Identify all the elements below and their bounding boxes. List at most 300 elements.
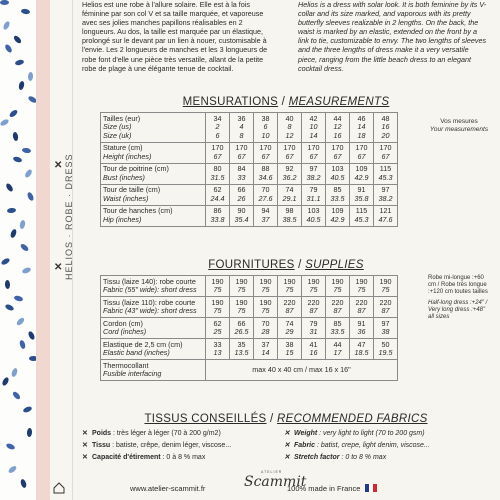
fabrics-title: TISSUS CONSEILLÉS / RECOMMENDED FABRICS bbox=[144, 413, 428, 425]
label-fr: Tour de hanches (cm) bbox=[103, 206, 173, 215]
table-cell bbox=[302, 113, 326, 143]
cell-value: 92 bbox=[285, 164, 294, 173]
table-cell bbox=[302, 297, 326, 318]
label-en: Size (uk) bbox=[103, 130, 132, 140]
table-cell bbox=[302, 318, 326, 339]
table-cell bbox=[230, 297, 254, 318]
cell-value: 48 bbox=[381, 113, 390, 123]
cell-value: 97 bbox=[381, 185, 390, 194]
cell-value: 4 bbox=[239, 122, 244, 131]
cell-value: 170 bbox=[211, 143, 224, 152]
cell-value: 29.1 bbox=[282, 193, 297, 203]
table-cell bbox=[278, 163, 302, 184]
cell-value: 42 bbox=[309, 113, 318, 123]
table-cell bbox=[374, 142, 398, 163]
table-cell bbox=[278, 142, 302, 163]
cell-value: 18.5 bbox=[354, 348, 369, 357]
cell-value: 98 bbox=[285, 206, 294, 215]
cell-value: 35 bbox=[237, 339, 246, 349]
fabric-value: : très léger à léger (70 à 200 g/m2) bbox=[111, 430, 221, 437]
note-en: Your measurements bbox=[429, 126, 489, 133]
fabrics-list-en bbox=[284, 428, 494, 464]
table-cell bbox=[374, 297, 398, 318]
cell-value: 38 bbox=[285, 339, 294, 349]
table-cell bbox=[230, 205, 254, 226]
fabric-line bbox=[82, 440, 282, 452]
table-cell bbox=[374, 163, 398, 184]
logo-small-text: ATELIER bbox=[261, 470, 283, 474]
cell-value: 67 bbox=[333, 151, 342, 161]
table-cell bbox=[350, 205, 374, 226]
fabric-key: Weight bbox=[294, 430, 318, 437]
row-label bbox=[101, 163, 206, 184]
cell-value: 79 bbox=[309, 318, 318, 328]
leaf-decoration bbox=[12, 132, 19, 142]
table-cell bbox=[374, 184, 398, 205]
supplies-title-en: SUPPLIES bbox=[305, 259, 364, 271]
leaf-decoration bbox=[5, 442, 15, 450]
cell-value: 75 bbox=[237, 306, 246, 315]
fabric-value: : 0 à 8 % max bbox=[160, 454, 206, 461]
cell-value: 85 bbox=[333, 185, 342, 194]
cell-value: 8 bbox=[287, 122, 292, 131]
leaf-decoration bbox=[18, 81, 25, 91]
cell-value: 170 bbox=[355, 143, 368, 152]
table-cell bbox=[206, 276, 230, 297]
cell-value: 67 bbox=[261, 151, 270, 161]
table-cell bbox=[302, 276, 326, 297]
cell-value: 75 bbox=[237, 285, 246, 294]
cell-value: 220 bbox=[283, 297, 296, 307]
label-en: Hip (inches) bbox=[103, 214, 142, 224]
cell-value: 67 bbox=[285, 151, 294, 161]
cell-value: 36.2 bbox=[282, 172, 297, 182]
cell-value: 62 bbox=[213, 318, 222, 328]
table-cell bbox=[302, 142, 326, 163]
table-cell bbox=[302, 339, 326, 360]
cell-value: 20 bbox=[381, 130, 390, 140]
cell-value: 12 bbox=[333, 122, 342, 131]
label-en: Waist (inches) bbox=[103, 193, 149, 203]
fabric-line bbox=[82, 452, 282, 464]
leaf-decoration bbox=[16, 317, 26, 327]
fabric-key: Fabric bbox=[294, 442, 316, 449]
table-row bbox=[101, 142, 398, 163]
table-cell bbox=[254, 276, 278, 297]
cell-value: 91 bbox=[357, 185, 366, 194]
leaf-decoration bbox=[10, 228, 18, 238]
fabric-value: : very light to light (70 to 200 gsm) bbox=[317, 430, 425, 437]
table-cell bbox=[326, 297, 350, 318]
leaf-decoration bbox=[0, 257, 10, 266]
cell-value: 170 bbox=[307, 143, 320, 152]
table-cell bbox=[302, 205, 326, 226]
table-cell bbox=[374, 205, 398, 226]
table-row bbox=[101, 113, 398, 143]
label-fr: Tour de taille (cm) bbox=[103, 185, 161, 194]
table-cell bbox=[326, 205, 350, 226]
table-cell bbox=[254, 142, 278, 163]
cell-value: 10 bbox=[309, 122, 318, 131]
leaf-decoration bbox=[24, 168, 33, 178]
cell-value: 75 bbox=[309, 285, 318, 294]
cell-value: 74 bbox=[285, 318, 294, 328]
cell-value: 67 bbox=[381, 151, 390, 161]
cell-value: 15 bbox=[285, 348, 294, 357]
label-fr: Tailles (eur) bbox=[103, 113, 141, 123]
fabrics-title-fr: TISSUS CONSEILLÉS bbox=[144, 413, 267, 425]
cross-bullet-icon: ✕ bbox=[82, 442, 88, 449]
pink-strip bbox=[36, 0, 50, 500]
cell-value: 14 bbox=[357, 122, 366, 131]
cell-value: 31.1 bbox=[306, 193, 321, 203]
leaf-decoration bbox=[5, 182, 14, 192]
table-cell bbox=[350, 113, 374, 143]
label-en: Bust (inches) bbox=[103, 172, 145, 182]
table-cell bbox=[254, 163, 278, 184]
table-cell bbox=[254, 339, 278, 360]
brand-logo: Scammit bbox=[244, 474, 307, 490]
cell-value: 41 bbox=[309, 339, 318, 349]
cell-value: 75 bbox=[213, 285, 222, 294]
label-en: Fabric (43" wide): short dress bbox=[103, 306, 197, 315]
table-cell bbox=[206, 142, 230, 163]
cell-value: 190 bbox=[379, 276, 392, 286]
cell-value: 36 bbox=[357, 327, 366, 336]
cell-value: 45.3 bbox=[378, 172, 393, 182]
cell-value: 109 bbox=[331, 206, 344, 215]
table-cell bbox=[326, 276, 350, 297]
home-icon bbox=[53, 482, 65, 494]
row-label bbox=[101, 205, 206, 226]
table-row bbox=[101, 318, 398, 339]
row-label bbox=[101, 276, 206, 297]
leaf-decoration bbox=[22, 405, 32, 413]
table-cell bbox=[350, 318, 374, 339]
floral-pattern-strip bbox=[0, 0, 36, 500]
label-en: Height (inches) bbox=[103, 151, 152, 161]
leaf-decoration bbox=[21, 8, 31, 14]
cross-bullet-icon: ✕ bbox=[82, 430, 88, 437]
leaf-decoration bbox=[7, 207, 17, 213]
cell-value: 97 bbox=[381, 318, 390, 328]
cell-value: 33.5 bbox=[330, 193, 345, 203]
cell-value: 2 bbox=[215, 122, 220, 131]
leaf-decoration bbox=[1, 376, 10, 386]
span-cell: max 40 x 40 cm / max 16 x 16" bbox=[206, 360, 398, 381]
table-cell bbox=[254, 297, 278, 318]
label-en: Size (us) bbox=[103, 122, 132, 131]
cell-value: 190 bbox=[259, 297, 272, 307]
cell-value: 47 bbox=[357, 339, 366, 349]
supplies-title: FOURNITURES / SUPPLIES bbox=[208, 259, 364, 271]
cell-value: 38.2 bbox=[378, 193, 393, 203]
cell-value: 38 bbox=[381, 327, 390, 336]
length-note-en: Half-long dress :+24" / Very long dress :+48" all sizes bbox=[428, 299, 488, 321]
cell-value: 109 bbox=[355, 164, 368, 173]
fabric-value: : batist, crepe, light denim, viscose... bbox=[315, 442, 430, 449]
leaf-decoration bbox=[26, 191, 34, 201]
table-cell bbox=[302, 184, 326, 205]
table-cell bbox=[254, 205, 278, 226]
cell-value: 94 bbox=[261, 206, 270, 215]
cell-value: 67 bbox=[237, 151, 246, 161]
table-cell bbox=[278, 205, 302, 226]
flag-red bbox=[373, 484, 377, 492]
cell-value: 28 bbox=[261, 327, 270, 336]
cell-value: 50 bbox=[381, 339, 390, 349]
cell-value: 75 bbox=[357, 285, 366, 294]
cell-value: 220 bbox=[331, 297, 344, 307]
cell-value: 115 bbox=[379, 164, 392, 173]
cell-value: 190 bbox=[259, 276, 272, 286]
cross-icon: ✕ bbox=[54, 160, 63, 171]
label-fr: Cordon (cm) bbox=[103, 318, 143, 328]
leaf-decoration bbox=[27, 95, 36, 104]
table-cell bbox=[206, 297, 230, 318]
fabric-line bbox=[284, 440, 494, 452]
cell-value: 190 bbox=[283, 276, 296, 286]
intro-fr: Helios est une robe à l'allure solaire. Elle est à la fois féminine par son col V et sa taille marquée, et vaporeuse avec ses jolies manches papillons réalisables en 2 longueurs. Au dos, la taille est marquée par un élastique, prolongé sur le devant par un lien à nouer, customisable à l'envie. Les 2 longueurs de manches et les 3 longueurs de robe font d'elle une pièce très versatile, allant de la petite robe de plage à une élégante tenue de cocktail. bbox=[82, 0, 268, 73]
fabrics-list-fr bbox=[82, 428, 282, 464]
table-cell bbox=[278, 318, 302, 339]
cell-value: 16 bbox=[333, 130, 342, 140]
table-cell bbox=[230, 276, 254, 297]
cell-value: 75 bbox=[213, 306, 222, 315]
row-label bbox=[101, 142, 206, 163]
cell-value: 220 bbox=[379, 297, 392, 307]
leaf-decoration bbox=[27, 330, 36, 340]
cell-value: 90 bbox=[237, 206, 246, 215]
cell-value: 37 bbox=[261, 214, 270, 224]
table-cell bbox=[278, 184, 302, 205]
cell-value: 67 bbox=[309, 151, 318, 161]
cell-value: 36 bbox=[237, 113, 246, 123]
cell-value: 38.5 bbox=[282, 214, 297, 224]
cell-value: 33.5 bbox=[330, 327, 345, 336]
label-fr: Thermocollant bbox=[103, 360, 149, 370]
cell-value: 190 bbox=[235, 297, 248, 307]
cell-value: 33 bbox=[237, 172, 246, 182]
fabric-line bbox=[284, 428, 494, 440]
label-en: Elastic band (inches) bbox=[103, 348, 170, 357]
row-label bbox=[101, 297, 206, 318]
leaf-decoration bbox=[0, 118, 10, 127]
cell-value: 16 bbox=[381, 122, 390, 131]
leaf-decoration bbox=[13, 295, 23, 302]
row-label bbox=[101, 184, 206, 205]
leaf-decoration bbox=[19, 339, 27, 349]
cell-value: 75 bbox=[285, 285, 294, 294]
cell-value: 34.6 bbox=[258, 172, 273, 182]
cell-value: 24.4 bbox=[210, 193, 225, 203]
cell-value: 75 bbox=[333, 285, 342, 294]
your-measurements-note bbox=[428, 118, 490, 134]
table-cell bbox=[326, 163, 350, 184]
leaf-decoration bbox=[12, 390, 22, 400]
cell-value: 75 bbox=[261, 306, 270, 315]
cell-value: 35.4 bbox=[234, 214, 249, 224]
table-cell bbox=[254, 318, 278, 339]
cell-value: 91 bbox=[357, 318, 366, 328]
cell-value: 31.5 bbox=[210, 172, 225, 182]
length-note-fr: Robe mi-longue :+60 cm / Robe très longue :+120 cm toutes tailles bbox=[428, 275, 488, 296]
cell-value: 67 bbox=[357, 151, 366, 161]
leaf-decoration bbox=[5, 280, 10, 289]
table-cell bbox=[206, 184, 230, 205]
cell-value: 190 bbox=[307, 276, 320, 286]
cell-value: 46 bbox=[357, 113, 366, 123]
table-cell bbox=[206, 205, 230, 226]
label-fr: Tour de poitrine (cm) bbox=[103, 164, 169, 173]
cell-value: 170 bbox=[283, 143, 296, 152]
table-cell bbox=[350, 184, 374, 205]
cell-value: 16 bbox=[309, 348, 318, 357]
cell-value: 115 bbox=[355, 206, 368, 215]
cell-value: 190 bbox=[235, 276, 248, 286]
table-cell bbox=[326, 142, 350, 163]
cell-value: 26 bbox=[237, 193, 246, 203]
note-fr: Vos mesures bbox=[440, 118, 478, 125]
website-url[interactable]: www.atelier-scammit.fr bbox=[130, 484, 206, 493]
cell-value: 27.6 bbox=[258, 193, 273, 203]
leaf-decoration bbox=[20, 478, 28, 488]
cell-value: 190 bbox=[211, 297, 224, 307]
cell-value: 103 bbox=[331, 164, 344, 173]
table-cell bbox=[278, 113, 302, 143]
cell-value: 12 bbox=[285, 130, 294, 140]
leaf-decoration bbox=[2, 20, 11, 30]
measurements-title: MENSURATIONS / MEASUREMENTS bbox=[182, 96, 390, 108]
cell-value: 66 bbox=[237, 318, 246, 328]
leaf-decoration bbox=[21, 266, 31, 274]
label-en: Fabric (55" wide): short dress bbox=[103, 285, 197, 294]
cell-value: 87 bbox=[333, 306, 342, 315]
table-row bbox=[101, 276, 398, 297]
table-cell bbox=[374, 318, 398, 339]
table-row bbox=[101, 297, 398, 318]
cell-value: 87 bbox=[285, 306, 294, 315]
measurements-table bbox=[100, 112, 398, 227]
cell-value: 17 bbox=[333, 348, 342, 357]
cell-value: 170 bbox=[331, 143, 344, 152]
table-cell bbox=[230, 163, 254, 184]
cell-value: 84 bbox=[237, 164, 246, 173]
intro-en: Helios is a dress with solar look. It is both feminine by its V-collar and its size marked, and vaporous with its pretty butterfly sleeves realizable in 2 lengths. On the back, the waist is marked by an elastic, extended on the front by a link to tie, customizable to envy. The two lengths of sleeves and the three lengths of dress make it a very versatile piece, ranging from the little beach dress to an elegant cocktail dress. bbox=[298, 0, 487, 73]
row-label bbox=[101, 339, 206, 360]
leaf-decoration bbox=[7, 465, 17, 474]
cell-value: 40 bbox=[285, 113, 294, 123]
row-label bbox=[101, 318, 206, 339]
supplies-table bbox=[100, 275, 398, 381]
table-cell bbox=[374, 339, 398, 360]
cell-value: 10 bbox=[261, 130, 270, 140]
fabric-key: Stretch factor bbox=[294, 454, 340, 461]
table-row bbox=[101, 184, 398, 205]
fabric-key: Poids bbox=[92, 430, 112, 437]
cell-value: 190 bbox=[211, 276, 224, 286]
table-cell bbox=[230, 339, 254, 360]
label-fr: Elastique de 2,5 cm (cm) bbox=[103, 339, 183, 349]
cross-bullet-icon: ✕ bbox=[82, 454, 88, 461]
cell-value: 67 bbox=[213, 151, 222, 161]
cell-value: 14 bbox=[261, 348, 270, 357]
cell-value: 190 bbox=[355, 276, 368, 286]
cell-value: 47.6 bbox=[378, 214, 393, 224]
fabric-line bbox=[284, 452, 494, 464]
cell-value: 70 bbox=[261, 185, 270, 194]
cell-value: 75 bbox=[381, 285, 390, 294]
cell-value: 170 bbox=[379, 143, 392, 152]
leaf-decoration bbox=[4, 303, 14, 311]
cell-value: 40.5 bbox=[330, 172, 345, 182]
table-row bbox=[101, 205, 398, 226]
label-fr: Tissu (laize 110): robe courte bbox=[103, 297, 196, 307]
cell-value: 220 bbox=[307, 297, 320, 307]
cell-value: 87 bbox=[357, 306, 366, 315]
row-label bbox=[101, 113, 206, 143]
cell-value: 79 bbox=[309, 185, 318, 194]
table-cell bbox=[350, 339, 374, 360]
cell-value: 38.2 bbox=[306, 172, 321, 182]
leaf-decoration bbox=[29, 356, 36, 361]
cell-value: 26.5 bbox=[234, 327, 249, 336]
cell-value: 42.9 bbox=[354, 172, 369, 182]
cross-bullet-icon: ✕ bbox=[284, 442, 290, 449]
france-flag-icon bbox=[365, 484, 377, 492]
table-cell bbox=[230, 318, 254, 339]
fabrics-title-en: RECOMMENDED FABRICS bbox=[277, 413, 428, 425]
leaf-decoration bbox=[28, 72, 34, 81]
cell-value: 80 bbox=[213, 164, 222, 173]
table-cell bbox=[254, 113, 278, 143]
label-fr: Tissu (laize 140): robe courte bbox=[103, 276, 196, 286]
spine bbox=[50, 0, 73, 500]
row-label bbox=[101, 360, 206, 381]
table-cell bbox=[206, 113, 230, 143]
leaf-decoration bbox=[12, 156, 22, 163]
leaf-decoration bbox=[19, 220, 26, 230]
table-cell bbox=[350, 297, 374, 318]
cell-value: 70 bbox=[261, 318, 270, 328]
table-cell bbox=[350, 276, 374, 297]
leaf-decoration bbox=[13, 35, 23, 45]
table-cell bbox=[374, 113, 398, 143]
cell-value: 31 bbox=[309, 327, 318, 336]
leaf-decoration bbox=[11, 367, 19, 377]
cross-icon: ✕ bbox=[54, 262, 63, 273]
table-cell bbox=[326, 184, 350, 205]
cell-value: 29 bbox=[285, 327, 294, 336]
fabric-key: Tissu bbox=[92, 442, 111, 449]
cell-value: 33.8 bbox=[210, 214, 225, 224]
cell-value: 44 bbox=[333, 113, 342, 123]
leaf-decoration bbox=[4, 43, 13, 53]
table-cell bbox=[230, 113, 254, 143]
spine-label: HELIOS · ROBE · DRESS bbox=[64, 153, 74, 280]
cell-value: 18 bbox=[357, 130, 366, 140]
cell-value: 37 bbox=[261, 339, 270, 349]
table-cell bbox=[278, 276, 302, 297]
supplies-title-fr: FOURNITURES bbox=[208, 259, 295, 271]
cell-value: 220 bbox=[355, 297, 368, 307]
table-cell bbox=[350, 142, 374, 163]
fabric-value: : batiste, crêpe, denim léger, viscose... bbox=[110, 442, 232, 449]
cell-value: 45.3 bbox=[354, 214, 369, 224]
cell-value: 34 bbox=[213, 113, 222, 123]
cell-value: 170 bbox=[235, 143, 248, 152]
cell-value: 103 bbox=[307, 206, 320, 215]
